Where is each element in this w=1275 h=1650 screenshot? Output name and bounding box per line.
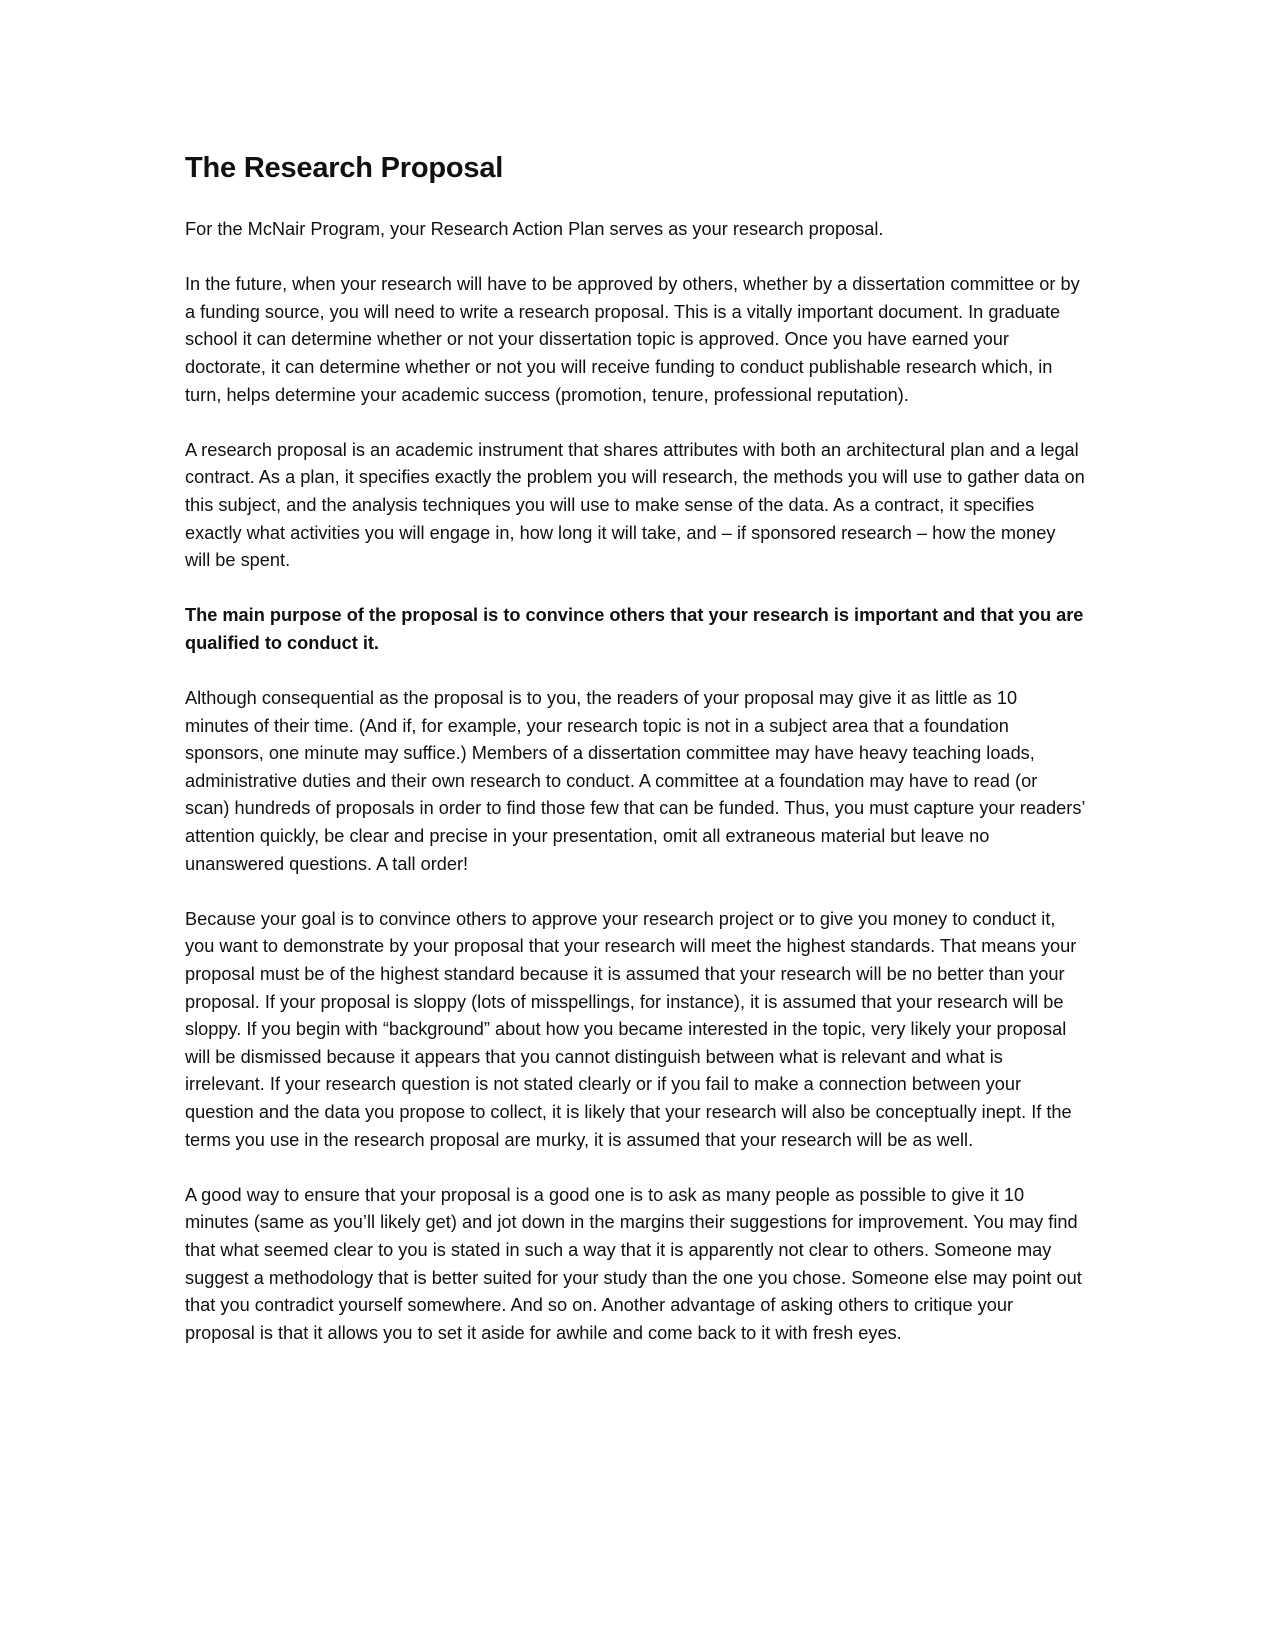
paragraph-definition: A research proposal is an academic instrument that shares attributes with both an architectural plan and a legal contract. As a plan, it specifies exactly the problem you will research, the methods you will use to gather data on this subject, and the analysis techniques you will use to make sense of the data. As a contract, it specifies exactly what activities you will engage in, how long it will take, and – if sponsored research – how the money will be spent.	[185, 439, 1085, 571]
paragraph-readers: Although consequential as the proposal is to you, the readers of your proposal may give it as little as 10 minutes of their time. (And if, for example, your research topic is not in a subject area that a foundation sponsors, one minute may suffice.) Members of a dissertation committee may have heavy teaching loads, administrative duties and their own research to conduct. A committee at a foundation may have to read (or scan) hundreds of proposals in order to find those few that can be funded. Thus, you must capture your readers’ attention quickly, be clear and precise in your presentation, omit all extraneous material but leave no unanswered questions. A tall order!	[185, 688, 1085, 874]
paragraph-main-purpose: The main purpose of the proposal is to convince others that your research is important and that you are qualified to conduct it.	[185, 605, 1084, 653]
paragraph-critique: A good way to ensure that your proposal is a good one is to ask as many people as possible to give it 10 minutes (same as you’ll likely get) and jot down in the margins their suggestions for improvement. You may find that what seemed clear to you is stated in such a way that it is apparently not clear to others. Someone may suggest a methodology that is better suited for your study than the one you chose. Someone else may point out that you contradict yourself somewhere. And so on. Another advantage of asking others to critique your proposal is that it allows you to set it aside for awhile and come back to it with fresh eyes.	[185, 1184, 1082, 1343]
paragraph-future: In the future, when your research will have to be approved by others, whether by a dissertation committee or by a funding source, you will need to write a research proposal. This is a vitally important document. In graduate school it can determine whether or not your dissertation topic is approved. Once you have earned your doctorate, it can determine whether or not you will receive funding to conduct publishable research which, in turn, helps determine your academic success (promotion, tenure, professional reputation).	[185, 274, 1080, 405]
document-title: The Research Proposal	[185, 152, 504, 184]
paragraph-intro: For the McNair Program, your Research Action Plan serves as your research proposal.	[185, 219, 884, 239]
paragraph-standards: Because your goal is to convince others to approve your research project or to give you money to conduct it, you want to demonstrate by your proposal that your research will meet the highest standards. That means your proposal must be of the highest standard because it is assumed that your research will be no better than your proposal. If your proposal is sloppy (lots of misspellings, for instance), it is assumed that your research will be sloppy. If you begin with “background” about how you became interested in the topic, very likely your proposal will be dismissed because it appears that you cannot distinguish between what is relevant and what is irrelevant. If your research question is not stated clearly or if you fail to make a connection between your question and the data you propose to collect, it is likely that your research will also be conceptually inept. If the terms you use in the research proposal are murky, it is assumed that your research will be as well.	[185, 908, 1077, 1150]
document-body	[185, 148, 1085, 1375]
